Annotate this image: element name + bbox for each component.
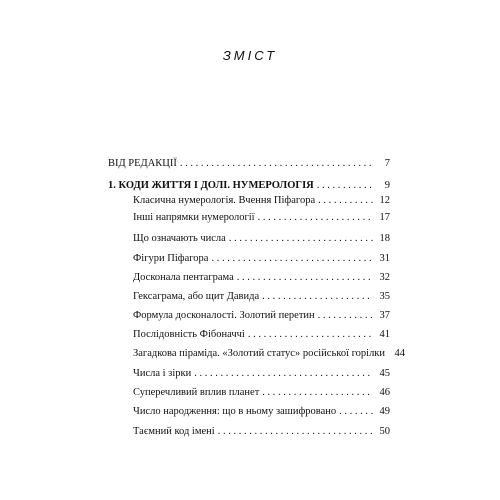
toc-chapter-entry[interactable] (108, 179, 390, 193)
dot-leader (318, 309, 373, 323)
toc-entry[interactable] (133, 347, 406, 361)
toc-entry-label: Фігури Піфагора (133, 253, 209, 264)
toc-entry[interactable] (133, 425, 390, 439)
toc-entry-page: 17 (379, 212, 390, 223)
page-title: ЗМІСТ (222, 48, 278, 63)
toc-entry-label: Загадкова піраміда. «Золотий статус» російської горілки (133, 348, 386, 359)
toc-entry[interactable] (133, 405, 390, 419)
toc-entry-page: 32 (379, 272, 390, 283)
toc-entry-label: ВІД РЕДАКЦІЇ (108, 158, 177, 169)
toc-entry-label: Інші напрямки нумерології (133, 212, 255, 223)
dot-leader (262, 386, 373, 400)
toc-entry[interactable] (133, 328, 390, 342)
toc-entry[interactable] (133, 232, 390, 246)
dot-leader (229, 232, 373, 246)
toc-entry-label: Число народження: що в ньому зашифровано (133, 406, 337, 417)
toc-entry-label: Суперечливий вплив планет (133, 387, 260, 398)
toc-entry[interactable] (133, 386, 390, 400)
toc-entry[interactable] (108, 157, 390, 171)
toc-entry-page: 18 (379, 233, 390, 244)
toc-entry-page: 45 (379, 368, 390, 379)
dot-leader (317, 179, 373, 193)
dot-leader (318, 194, 373, 208)
toc-entry-label: Формула досконалості. Золотий перетин (133, 310, 315, 321)
toc-entry[interactable] (133, 194, 390, 208)
dot-leader (194, 367, 373, 381)
toc-entry[interactable] (133, 290, 390, 304)
toc-entry-label: Досконала пентаграма (133, 272, 234, 283)
toc-entry-label: 1. КОДИ ЖИТТЯ І ДОЛІ. НУМЕРОЛОГІЯ (108, 180, 314, 191)
toc-entry-page: 44 (394, 348, 406, 359)
toc-entry-page: 49 (379, 406, 390, 417)
toc-entry-label: Послідовність Фібоначчі (133, 329, 245, 340)
toc-entry-page: 7 (384, 158, 390, 169)
toc-entry-page: 12 (379, 195, 390, 206)
toc-entry-page: 50 (379, 426, 390, 437)
toc-entry-label: Гексаграма, або щит Давида (133, 291, 260, 302)
dot-leader (248, 328, 373, 342)
toc-entry-label: Числа і зірки (133, 368, 192, 379)
toc-entry-page: 46 (379, 387, 390, 398)
dot-leader (339, 405, 373, 419)
dot-leader (262, 290, 373, 304)
toc-entry-label: Таємний код імені (133, 426, 215, 437)
toc-entry-label: Що означають числа (133, 233, 226, 244)
toc-entry[interactable] (133, 252, 390, 266)
dot-leader (218, 425, 373, 439)
toc-entry-page: 35 (379, 291, 390, 302)
toc-entry[interactable] (133, 367, 390, 381)
toc-entry-page: 37 (379, 310, 390, 321)
toc-entry-page: 31 (379, 253, 390, 264)
dot-leader (180, 157, 373, 171)
dot-leader (237, 271, 373, 285)
toc-entry-label: Класична нумерологія. Вчення Піфагора (133, 195, 316, 206)
toc-entry[interactable] (133, 271, 390, 285)
toc-entry[interactable] (133, 309, 390, 323)
dot-leader (211, 252, 373, 266)
dot-leader (258, 211, 373, 225)
toc-entry[interactable] (133, 211, 390, 225)
toc-entry-page: 9 (384, 180, 390, 191)
toc-entry-page: 41 (379, 329, 390, 340)
